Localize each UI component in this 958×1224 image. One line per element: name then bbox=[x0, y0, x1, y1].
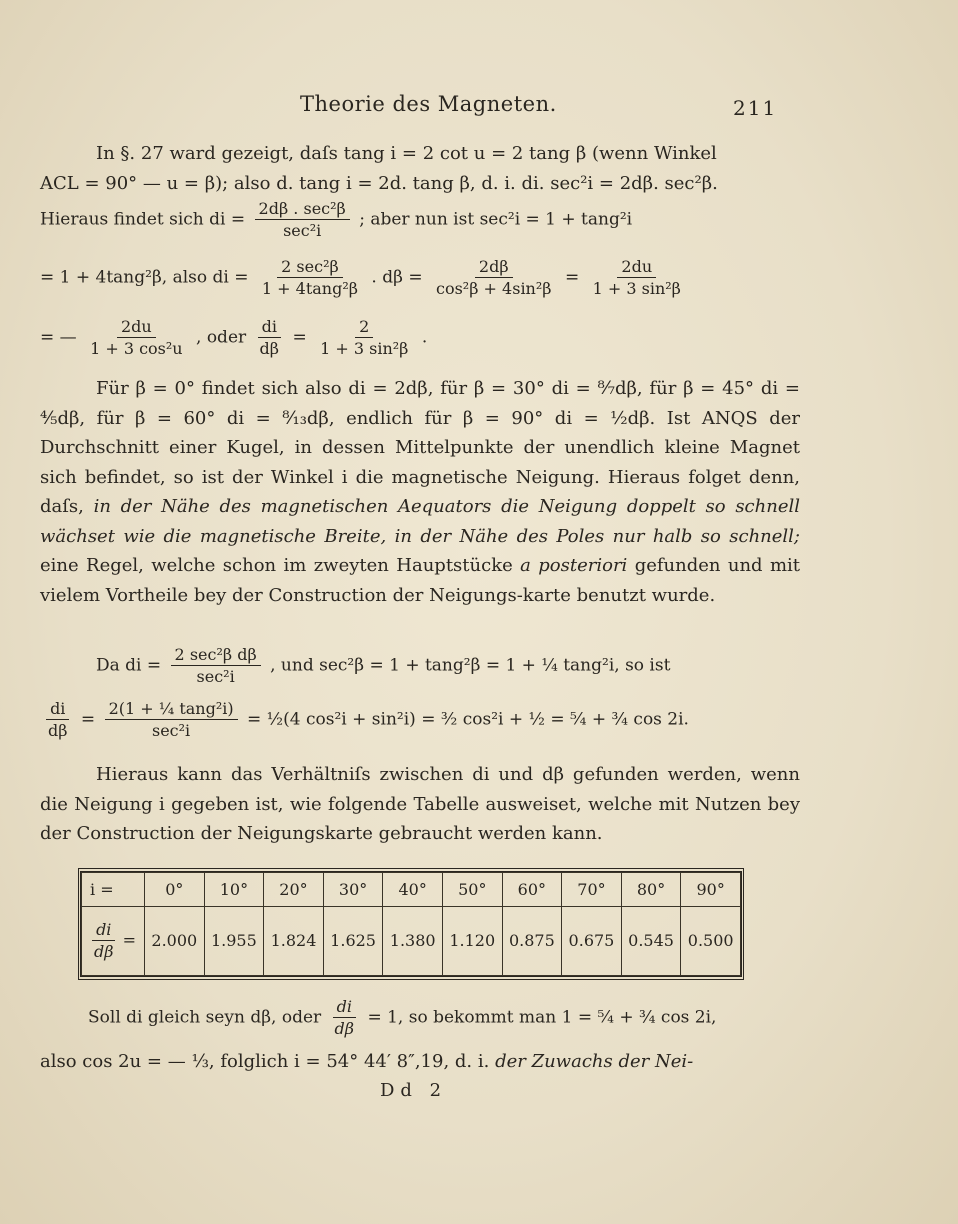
table-cell: 80° bbox=[621, 873, 681, 907]
table-cell: 10° bbox=[204, 873, 264, 907]
neigung-table-grid bbox=[81, 872, 741, 976]
text-line-1: In §. 27 ward gezeigt, daſs tang i = 2 cot u = 2 tang β (wenn Winkel bbox=[96, 143, 717, 164]
table-cell: 1.955 bbox=[204, 906, 264, 975]
table-cell: 70° bbox=[562, 873, 622, 907]
table-row-angles bbox=[82, 873, 741, 907]
equation-line-4: = 1 + 4tang²β, also di = $\frac{\text{2 sec²β}}{\text{1 + 4tang²β}}$ . dβ = $\frac{2d\beta}{\text{cos²β + 4sin²β}}$ = $\frac{2du}{\text{1 + 3 sin²β}}$ bbox=[40, 258, 689, 298]
table-cell: 1.625 bbox=[323, 906, 383, 975]
paragraph-neigung: Für β = 0° findet sich also di = 2dβ, für β = 30° di = ⁸⁄₇dβ, für β = 45° di = ⁴⁄₅dβ, für β = 60° di = ⁸⁄₁₃dβ, endlich für β = 90° di = ½dβ. Ist ANQS der Durchschnitt einer Kugel, in dessen Mittelpunkte der unendlich kleine Magnet sich befindet, so ist der Winkel i die magnetische Neigung. Hieraus folget denn, daſs, in der Nähe des magnetischen Aequators die Neigung doppelt so schnell wächset wie die magnetische Breite, in der Nähe des Poles nur halb so schnell; eine Regel, welche schon im zweyten Hauptstücke a posteriori gefunden und mit vielem Vortheile bey der Construction der Neigungs-karte benutzt wurde. bbox=[40, 378, 801, 606]
equation-soll: Soll di gleich seyn dβ, oder $\frac{di}{d\beta}$ = 1, so bekommt man 1 = ⁵⁄₄ + ¾ cos 2i, bbox=[88, 997, 717, 1038]
table-cell: 0.545 bbox=[621, 906, 681, 975]
fraction: $\frac{di}{d\beta}$ bbox=[94, 919, 114, 961]
table-cell: 0.875 bbox=[502, 906, 562, 975]
table-cell: 1.120 bbox=[442, 906, 502, 975]
table-cell: 20° bbox=[264, 873, 324, 907]
equation-da: Da di = $\frac{\text{2 sec²β dβ}}{\text{sec²i}}$ , und sec²β = 1 + tang²β = 1 + ¼ tang²i, so ist bbox=[96, 645, 671, 686]
fraction: $\frac{di}{d\beta}$ bbox=[334, 997, 355, 1038]
fraction: $\frac{di}{d\beta}$ bbox=[259, 317, 280, 358]
text-last-line: also cos 2u = — ⅓, folglich i = 54° 44′ 8″,19, d. i. der Zuwachs der Nei- bbox=[40, 1051, 694, 1072]
table-cell: 0.675 bbox=[562, 906, 622, 975]
fraction: $\frac{\text{2 sec²β}}{\text{1 + 4tang²β}}$ bbox=[261, 257, 359, 298]
fraction: $\frac{di}{d\beta}$ bbox=[48, 699, 68, 740]
fraction: $\frac{\text{2(1 + ¼ tang²i)}}{\text{sec²i}}$ bbox=[105, 700, 238, 740]
table-cell: 1.380 bbox=[383, 906, 443, 975]
table-row-ratios bbox=[82, 906, 741, 975]
paragraph-tabelle: Hieraus kann das Verhältniſs zwischen di und dβ gefunden werden, wenn die Neigung i gegeben ist, wie folgende Tabelle ausweiset, welche mit Nutzen bey der Construction der Neigungskarte gebraucht werden kann. bbox=[40, 764, 800, 844]
row-label-i: i = bbox=[82, 873, 145, 907]
fraction: $\frac{2du}{\text{1 + 3 cos²u}}$ bbox=[90, 317, 183, 358]
fraction: $\frac{2du}{\text{1 + 3 sin²β}}$ bbox=[592, 257, 681, 298]
table-cell: 50° bbox=[442, 873, 502, 907]
equation-line-5: = — $\frac{2du}{\text{1 + 3 cos²u}}$ , oder $\frac{di}{d\beta}$ = $\frac{2}{\text{1 + 3 sin²β}}$ . bbox=[40, 317, 428, 358]
table-cell: 0.500 bbox=[681, 906, 741, 975]
table-cell: 2.000 bbox=[145, 906, 205, 975]
neigung-table bbox=[78, 868, 744, 980]
fraction: $\frac{\text{2 sec²β dβ}}{\text{sec²i}}$ bbox=[171, 646, 261, 686]
signature-mark: Dd 2 bbox=[380, 1080, 448, 1101]
text-line-2: ACL = 90° — u = β); also d. tang i = 2d. tang β, d. i. di. sec²i = 2dβ. sec²β. bbox=[40, 173, 718, 194]
table-cell: 0° bbox=[145, 873, 205, 907]
page-number: 211 bbox=[733, 96, 778, 120]
fraction: $\frac{\text{2dβ . sec²β}}{\text{sec²i}}$ bbox=[255, 200, 350, 240]
table-cell: 1.824 bbox=[264, 906, 324, 975]
fraction: $\frac{2d\beta}{\text{cos²β + 4sin²β}}$ bbox=[436, 257, 552, 298]
equation-ratio: $\frac{di}{d\beta}$ = $\frac{\text{2(1 + ¼ tang²i)}}{\text{sec²i}}$ = ½(4 cos²i + sin²i) = ³⁄₂ cos²i + ½ = ⁵⁄₄ + ¾ cos 2i. bbox=[40, 700, 689, 740]
table-cell: 30° bbox=[323, 873, 383, 907]
table-cell: 90° bbox=[681, 873, 741, 907]
table-cell: 40° bbox=[383, 873, 443, 907]
row-label-ratio: $\frac{di}{d\beta}$ = bbox=[82, 906, 145, 975]
equation-line-3: Hieraus findet sich di = $\frac{\text{2dβ . sec²β}}{\text{sec²i}}$ ; aber nun ist sec²i = 1 + tang²i bbox=[40, 199, 633, 240]
table-cell: 60° bbox=[502, 873, 562, 907]
fraction: $\frac{2}{\text{1 + 3 sin²β}}$ bbox=[320, 317, 409, 358]
running-title: Theorie des Magneten. bbox=[300, 92, 557, 116]
